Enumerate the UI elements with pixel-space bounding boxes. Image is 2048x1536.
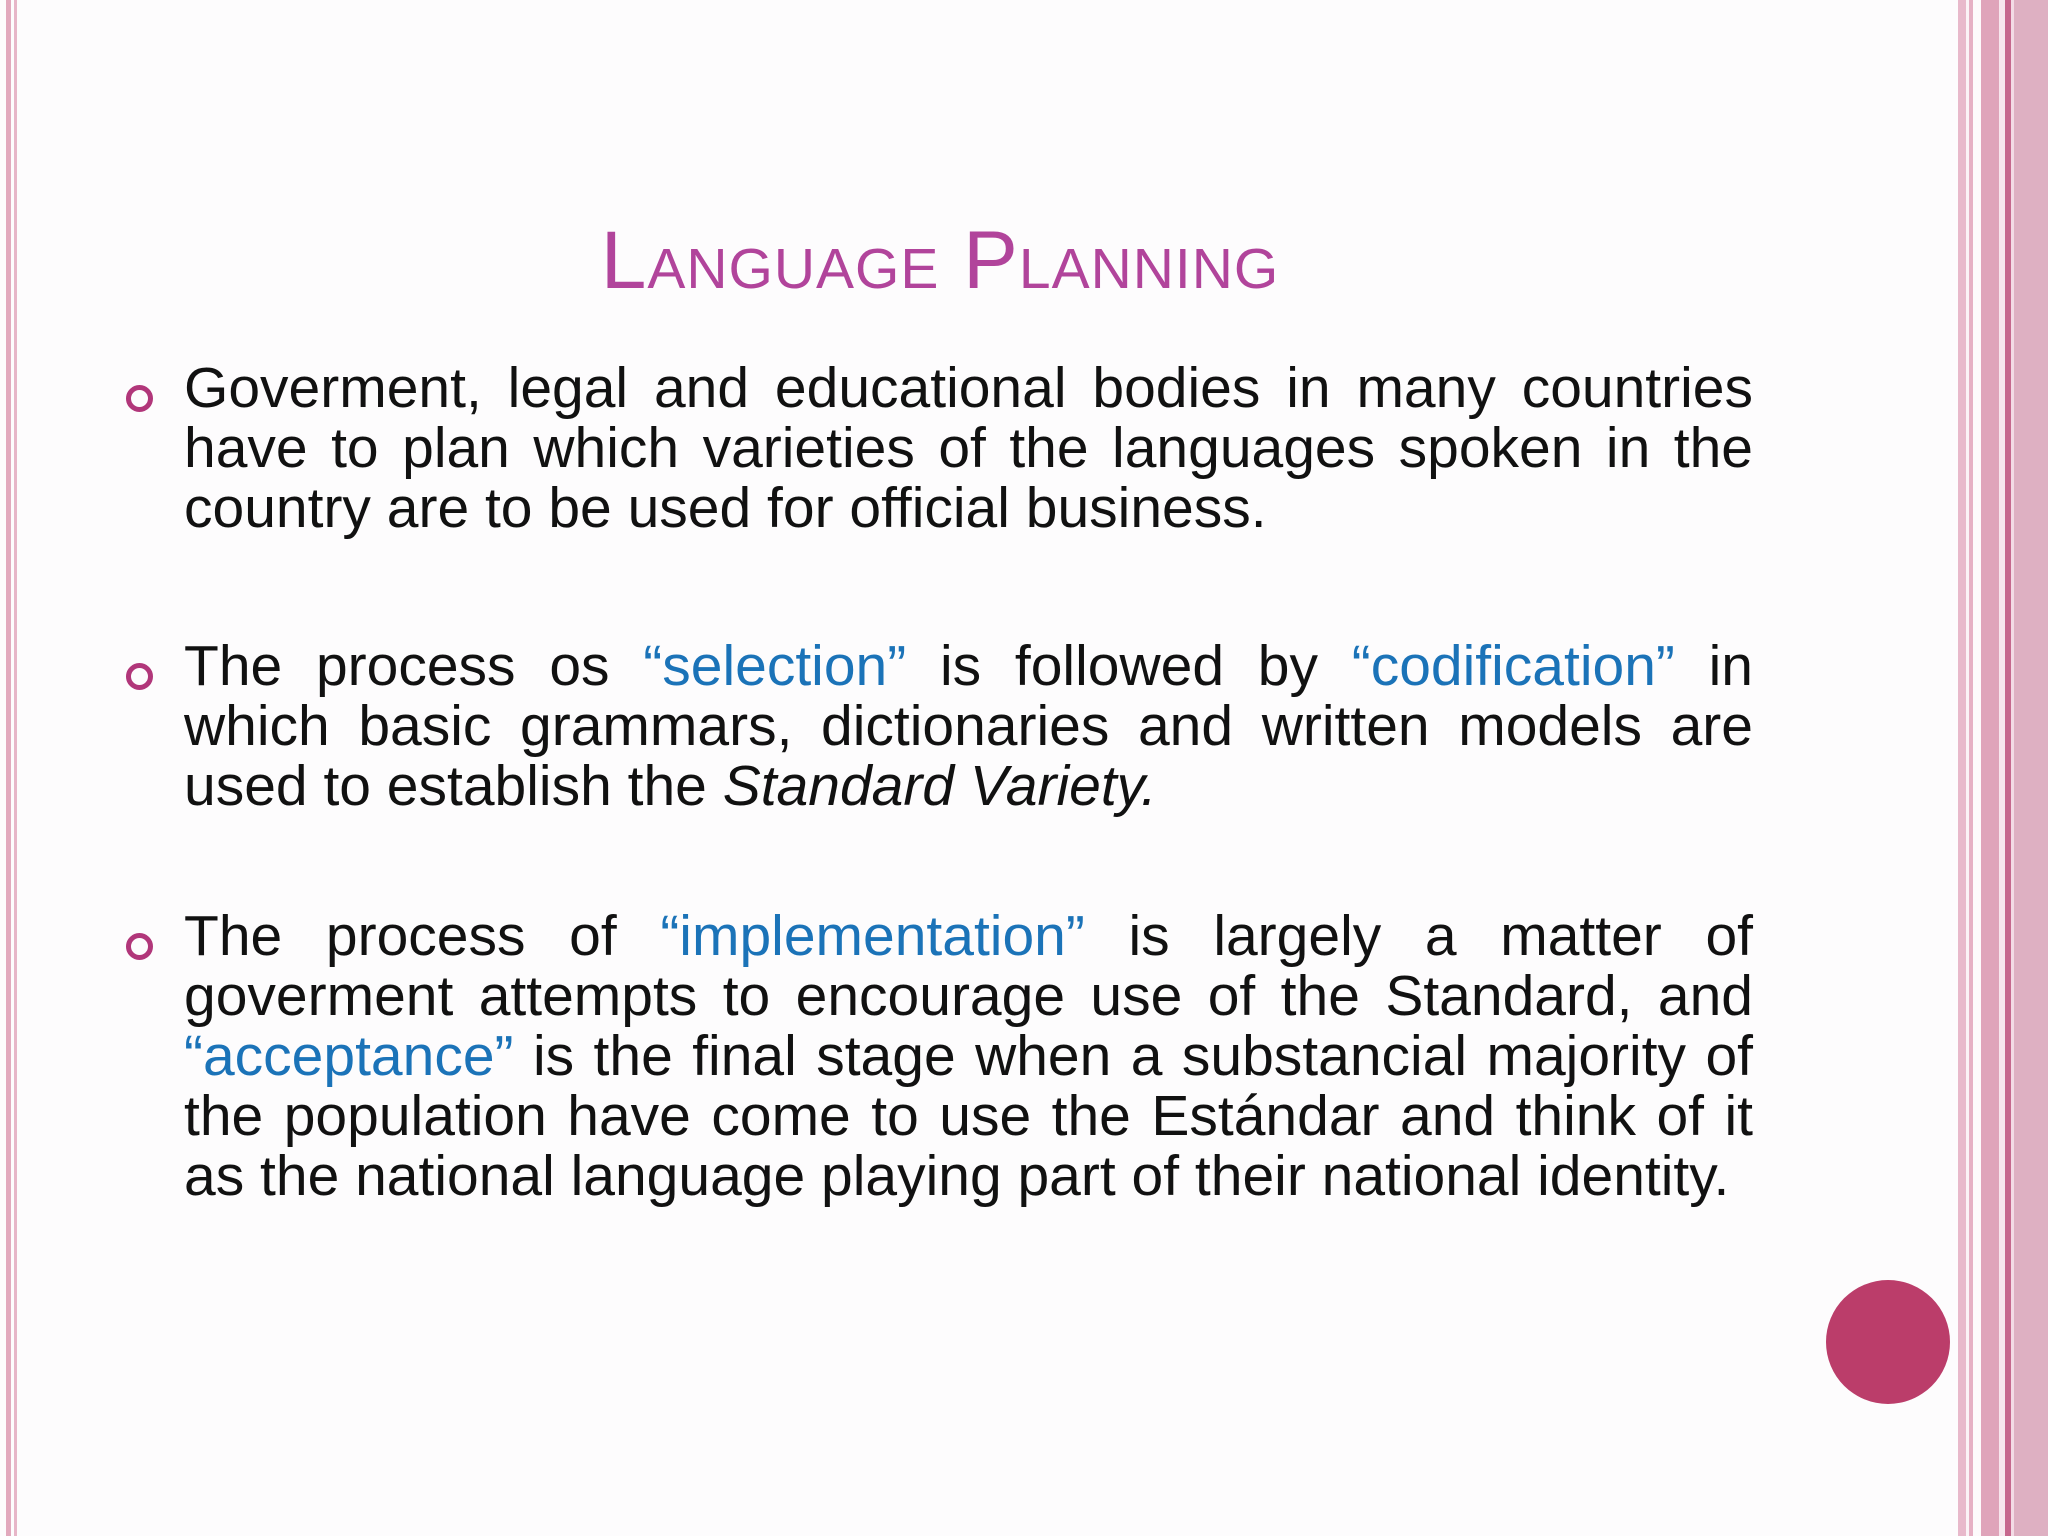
bullet-item <box>120 358 1753 538</box>
text-run: in which basic grammars, dictionaries and written models are used to establish the <box>184 634 1754 818</box>
highlighted-term: “selection” <box>643 634 907 698</box>
bullet-item <box>120 636 1753 816</box>
text-run: The process os <box>184 634 644 698</box>
bullet-circle-icon <box>126 385 153 412</box>
bullet-circle-icon <box>126 933 153 960</box>
bullet-text <box>184 358 1753 538</box>
italic-term: Standard Variety. <box>722 754 1157 818</box>
text-run: is the final stage when a substancial majority of the population have come to use the Estándar and think of it as the national language playing part of their national identity. <box>184 1024 1753 1208</box>
highlighted-term: “codification” <box>1351 634 1675 698</box>
right-border-stripe <box>2014 0 2048 1536</box>
bullet-text <box>184 636 1753 816</box>
bullet-item <box>120 906 1753 1206</box>
highlighted-term: “implementation” <box>660 904 1085 968</box>
bullet-circle-icon <box>126 663 153 690</box>
text-run: Goverment, legal and educational bodies in many countries have to plan which varieties of the languages spoken in the country are to be used for official business. <box>184 356 1753 540</box>
slide-title: Language Planning <box>600 215 1280 306</box>
decorative-circle-icon <box>1826 1280 1950 1404</box>
right-border-stripe <box>1973 0 1981 1536</box>
right-border-stripe <box>1958 0 1966 1536</box>
right-border-stripe <box>1981 0 1999 1536</box>
bullet-list <box>120 358 1753 1304</box>
text-run: The process of <box>184 904 661 968</box>
bullet-text <box>184 906 1753 1206</box>
text-run: is largely a matter of goverment attempts to encourage use of the Standard, and <box>184 904 1753 1028</box>
text-run: is followed by <box>906 634 1352 698</box>
highlighted-term: “acceptance” <box>184 1024 514 1088</box>
